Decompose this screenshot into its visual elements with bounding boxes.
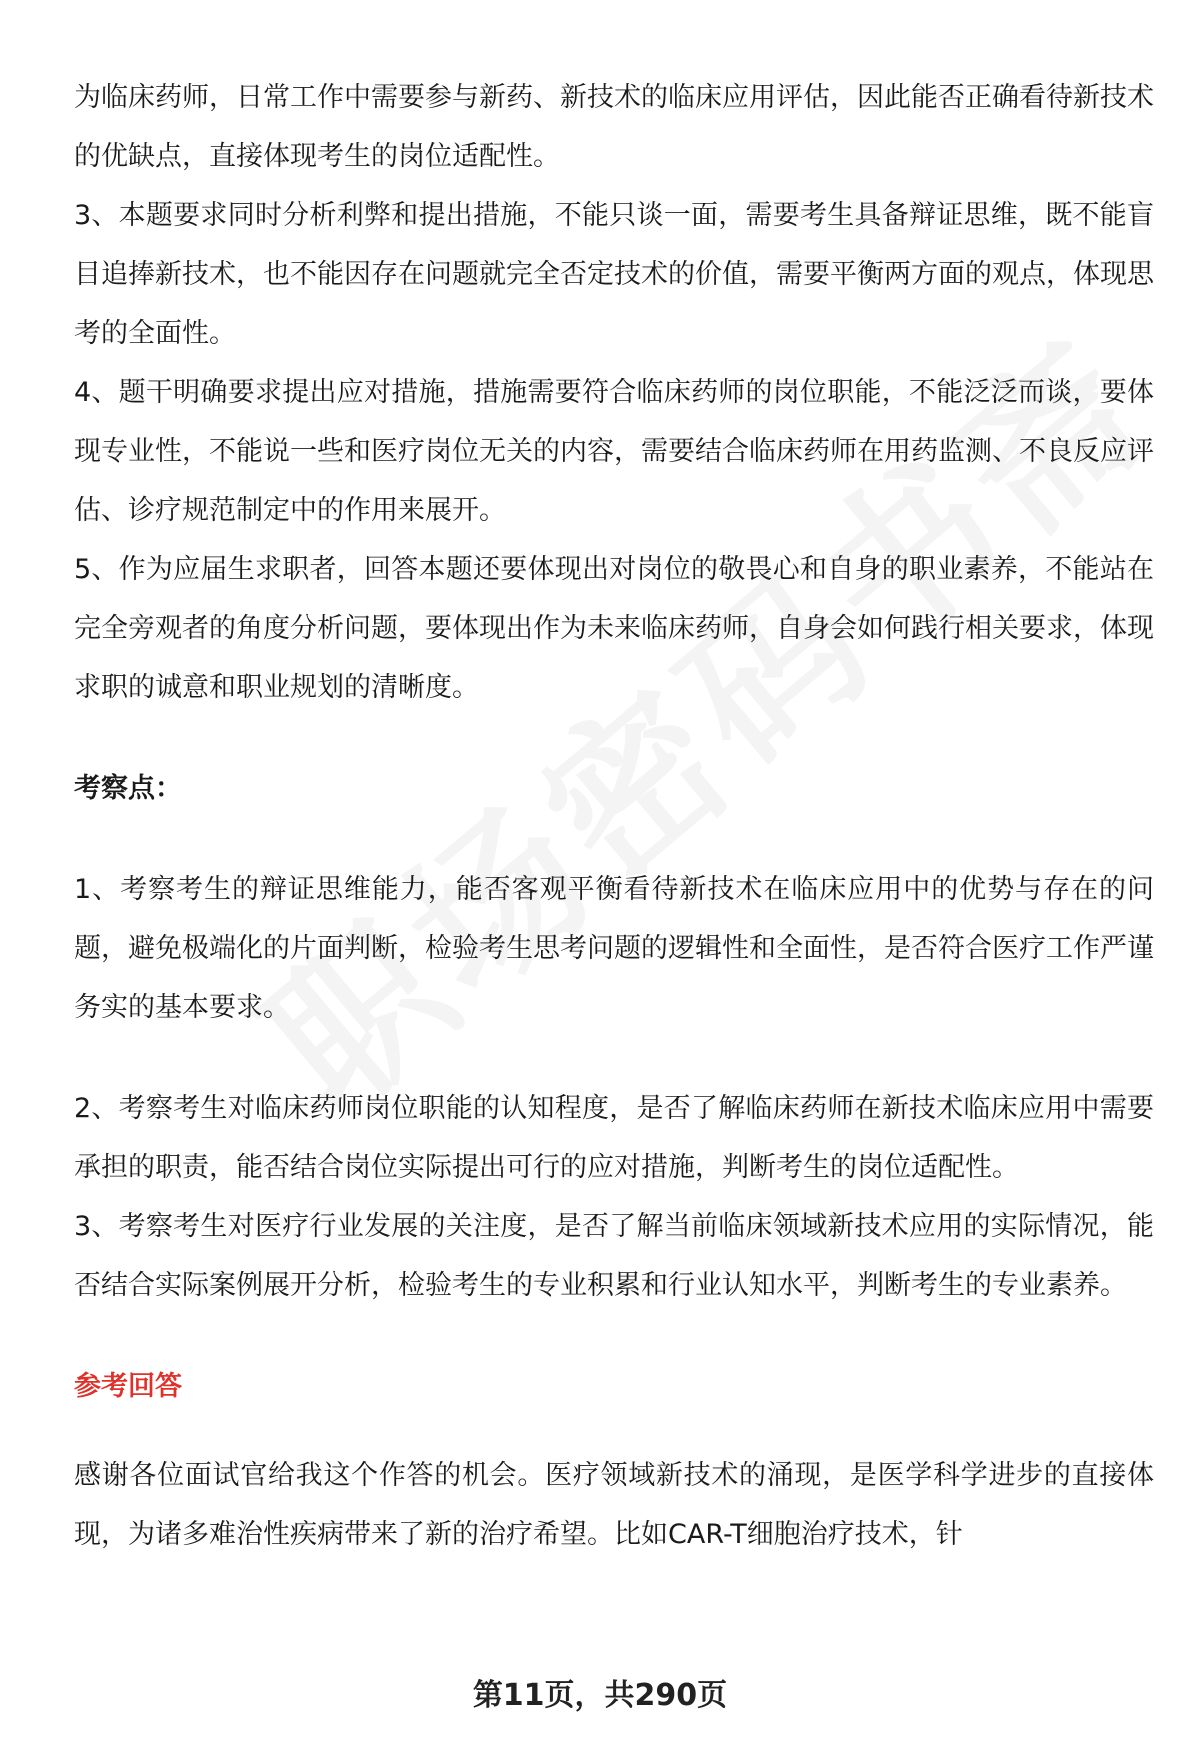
answer-text: 感谢各位面试官给我这个作答的机会。医疗领域新技术的涌现，是医学科学进步的直接体现，为诸多难治性疾病带来了新的治疗希望。比如CAR-T细胞治疗技术，针 (74, 1460, 1154, 1550)
spacer (74, 1037, 1154, 1079)
page-number-footer: 第11页，共290页 (472, 1678, 728, 1713)
paragraph-point-3: 3、本题要求同时分析利弊和提出措施，不能只谈一面，需要考生具备辩证思维，既不能盲目追捧新技术，也不能因存在问题就完全否定技术的价值，需要平衡两方面的观点，体现思考的全面性。 (74, 200, 1154, 349)
points-item-2: 2、考察考生对临床药师岗位职能的认知程度，是否了解临床药师在新技术临床应用中需要承担的职责，能否结合岗位实际提出可行的应对措施，判断考生的岗位适配性。 (74, 1093, 1154, 1183)
spacer (74, 1315, 1154, 1357)
points-item-1: 1、考察考生的辩证思维能力，能否客观平衡看待新技术在临床应用中的优势与存在的问题，避免极端化的片面判断，检验考生思考问题的逻辑性和全面性，是否符合医疗工作严谨务实的基本要求。 (74, 874, 1154, 1023)
spacer (74, 717, 1154, 759)
paragraph-point-4: 4、题干明确要求提出应对措施，措施需要符合临床药师的岗位职能，不能泛泛而谈，要体现专业性，不能说一些和医疗岗位无关的内容，需要结合临床药师在用药监测、不良反应评估、诊疗规范制定中的作用来展开。 (74, 377, 1154, 526)
spacer (74, 818, 1154, 860)
section-heading-points: 考察点： (74, 773, 182, 804)
paragraph-continuation: 为临床药师，日常工作中需要参与新药、新技术的临床应用评估，因此能否正确看待新技术的优缺点，直接体现考生的岗位适配性。 (74, 82, 1154, 172)
paragraph-point-5: 5、作为应届生求职者，回答本题还要体现出对岗位的敬畏心和自身的职业素养，不能站在完全旁观者的角度分析问题，要体现出作为未来临床药师，自身会如何践行相关要求，体现求职的诚意和职业规划的清晰度。 (74, 554, 1154, 703)
section-heading-answer: 参考回答 (74, 1371, 182, 1402)
points-item-3: 3、考察考生对医疗行业发展的关注度，是否了解当前临床领域新技术应用的实际情况，能否结合实际案例展开分析，检验考生的专业积累和行业认知水平，判断考生的专业素养。 (74, 1211, 1154, 1301)
spacer (74, 1416, 1154, 1446)
page-content (74, 68, 1154, 1564)
